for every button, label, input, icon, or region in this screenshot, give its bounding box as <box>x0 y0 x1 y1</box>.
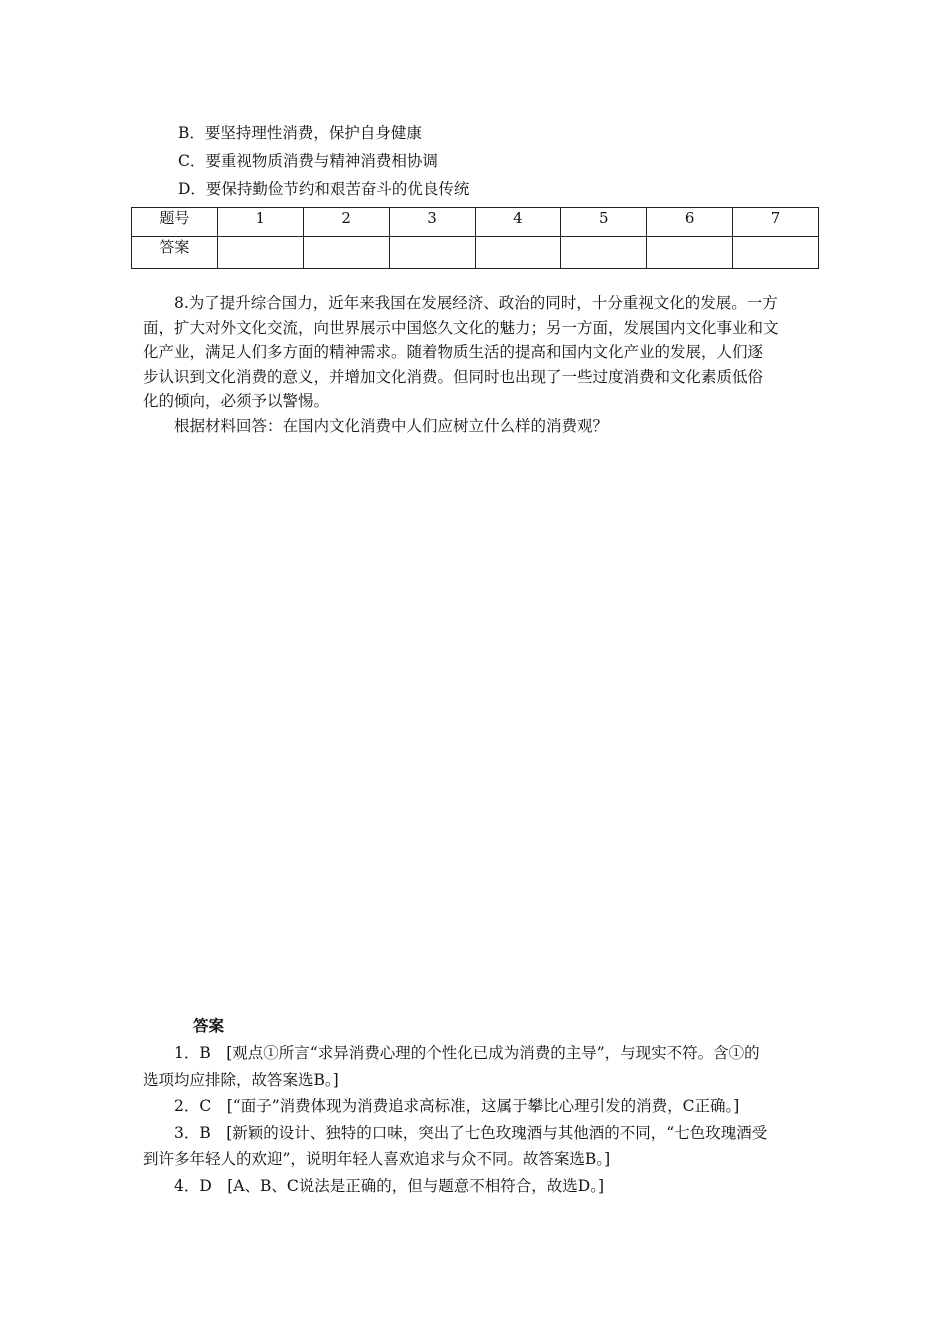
answer-cell[interactable] <box>647 237 733 269</box>
question-8-line: 化产业，满足人们多方面的精神需求。随着物质生活的提高和国内文化产业的发展，人们逐 <box>143 343 764 361</box>
table-cell-number: 3 <box>389 208 475 237</box>
answer-3-continued: 到许多年轻人的欢迎”，说明年轻人喜欢追求与众不同。故答案选B。] <box>143 1150 611 1168</box>
answer-1: 1．B [观点①所言“求异消费心理的个性化已成为消费的主导”，与现实不符。含①的 <box>174 1044 760 1062</box>
answer-2: 2．C [“面子”消费体现为消费追求高标准，这属于攀比心理引发的消费，C正确。] <box>174 1097 740 1115</box>
table-cell-number: 1 <box>217 208 303 237</box>
question-8-line: 步认识到文化消费的意义，并增加文化消费。但同时也出现了一些过度消费和文化素质低俗 <box>143 367 764 386</box>
question-8-line: 8.为了提升综合国力，近年来我国在发展经济、政治的同时，十分重视文化的发展。一方 <box>174 294 778 312</box>
answer-cell[interactable] <box>217 237 303 269</box>
table-cell-number: 5 <box>561 208 647 237</box>
table-cell-number: 4 <box>475 208 561 237</box>
answer-cell[interactable] <box>475 237 561 269</box>
option-b: B．要坚持理性消费，保护自身健康 <box>178 124 422 142</box>
answer-cell[interactable] <box>561 237 647 269</box>
answer-cell[interactable] <box>303 237 389 269</box>
answer-cell[interactable] <box>733 237 819 269</box>
question-8-line: 化的倾向，必须予以警惕。 <box>143 392 330 410</box>
table-cell-label: 答案 <box>132 237 218 269</box>
answer-3: 3．B [新颖的设计、独特的口味，突出了七色玫瑰酒与其他酒的不同，“七色玫瑰酒受 <box>174 1123 768 1142</box>
answer-4: 4．D [A、B、C说法是正确的，但与题意不相符合，故选D。] <box>174 1176 605 1195</box>
table-row <box>132 237 819 269</box>
table-cell-number: 7 <box>733 208 819 237</box>
table-cell-number: 2 <box>303 208 389 237</box>
question-8-line: 面，扩大对外文化交流，向世界展示中国悠久文化的魅力；另一方面，发展国内文化事业和文 <box>143 318 779 337</box>
table-row <box>132 208 819 237</box>
table-cell-label: 题号 <box>132 208 218 237</box>
answer-table <box>131 207 819 269</box>
answer-cell[interactable] <box>389 237 475 269</box>
answers-section <box>143 1040 811 1199</box>
table-cell-number: 6 <box>647 208 733 237</box>
answer-1-continued: 选项均应排除，故答案选B。] <box>143 1070 339 1089</box>
question-8 <box>143 291 811 438</box>
question-8-prompt: 根据材料回答：在国内文化消费中人们应树立什么样的消费观？ <box>174 416 609 435</box>
option-d: D．要保持勤俭节约和艰苦奋斗的优良传统 <box>178 180 470 198</box>
answers-heading: 答案 <box>193 1017 225 1035</box>
option-c: C．要重视物质消费与精神消费相协调 <box>178 152 438 170</box>
